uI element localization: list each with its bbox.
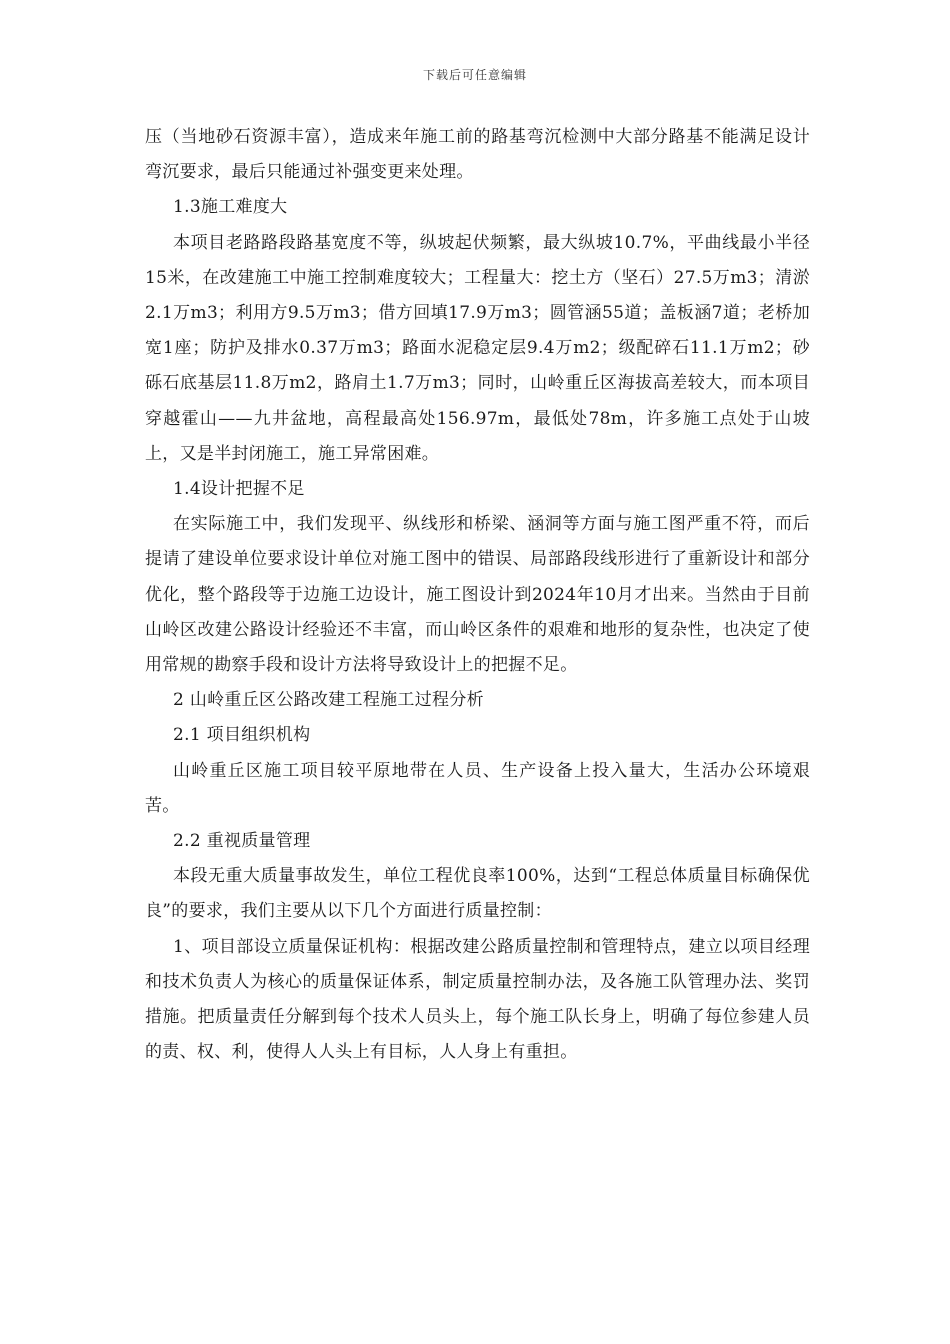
paragraph-quality-item-1: 1、项目部设立质量保证机构：根据改建公路质量控制和管理特点，建立以项目经理和技术负责人为核心的质量保证体系，制定质量控制办法，及各施工队管理办法、奖罚措施。把质量责任分解到每个技术人员头上，每个施工队长身上，明确了每位参建人员的责、权、利，使得人人头上有目标，人人身上有重担。 [145,936,810,1063]
paragraph-organization: 山岭重丘区施工项目较平原地带在人员、生产设备上投入量大，生活办公环境艰苦。 [145,760,810,816]
document-body [145,120,810,1070]
paragraph-design: 在实际施工中，我们发现平、纵线形和桥梁、涵洞等方面与施工图严重不符，而后提请了建设单位要求设计单位对施工图中的错误、局部路段线形进行了重新设计和部分优化，整个路段等于边施工边设计，施工图设计到2024年10月才出来。当然由于目前山岭区改建公路设计经验还不丰富，而山岭区条件的艰难和地形的复杂性，也决定了使用常规的勘察手段和设计方法将导致设计上的把握不足。 [145,514,810,676]
paragraph-difficulty: 本项目老路路段路基宽度不等，纵坡起伏频繁，最大纵坡10.7%，平曲线最小半径15米，在改建施工中施工控制难度较大；工程量大：挖土方（坚石）27.5万m3；清淤2.1万m3；利用方9.5万m3；借方回填17.9万m3；圆管涵55道；盖板涵7道；老桥加宽1座；防护及排水0.37万m3；路面水泥稳定层9.4万m2；级配碎石11.1万m2；砂砾石底基层11.8万m2，路肩土1.7万m3；同时，山岭重丘区海拔高差较大，而本项目穿越霍山——九井盆地，高程最高处156.97m，最低处78m，许多施工点处于山坡上，又是半封闭施工，施工异常困难。 [145,232,810,464]
paragraph-continuation: 压（当地砂石资源丰富），造成来年施工前的路基弯沉检测中大部分路基不能满足设计弯沉要求，最后只能通过补强变更来处理。 [145,127,810,183]
page-header: 下载后可任意编辑 [422,68,527,82]
section-heading-1-3: 1.3施工难度大 [173,197,288,218]
section-heading-1-4: 1.4设计把握不足 [173,479,305,500]
section-heading-2: 2 山岭重丘区公路改建工程施工过程分析 [173,690,484,711]
paragraph-quality: 本段无重大质量事故发生，单位工程优良率100%，达到“工程总体质量目标确保优良”的要求，我们主要从以下几个方面进行质量控制： [145,866,810,922]
section-heading-2-2: 2.2 重视质量管理 [173,831,311,852]
section-heading-2-1: 2.1 项目组织机构 [173,725,311,746]
